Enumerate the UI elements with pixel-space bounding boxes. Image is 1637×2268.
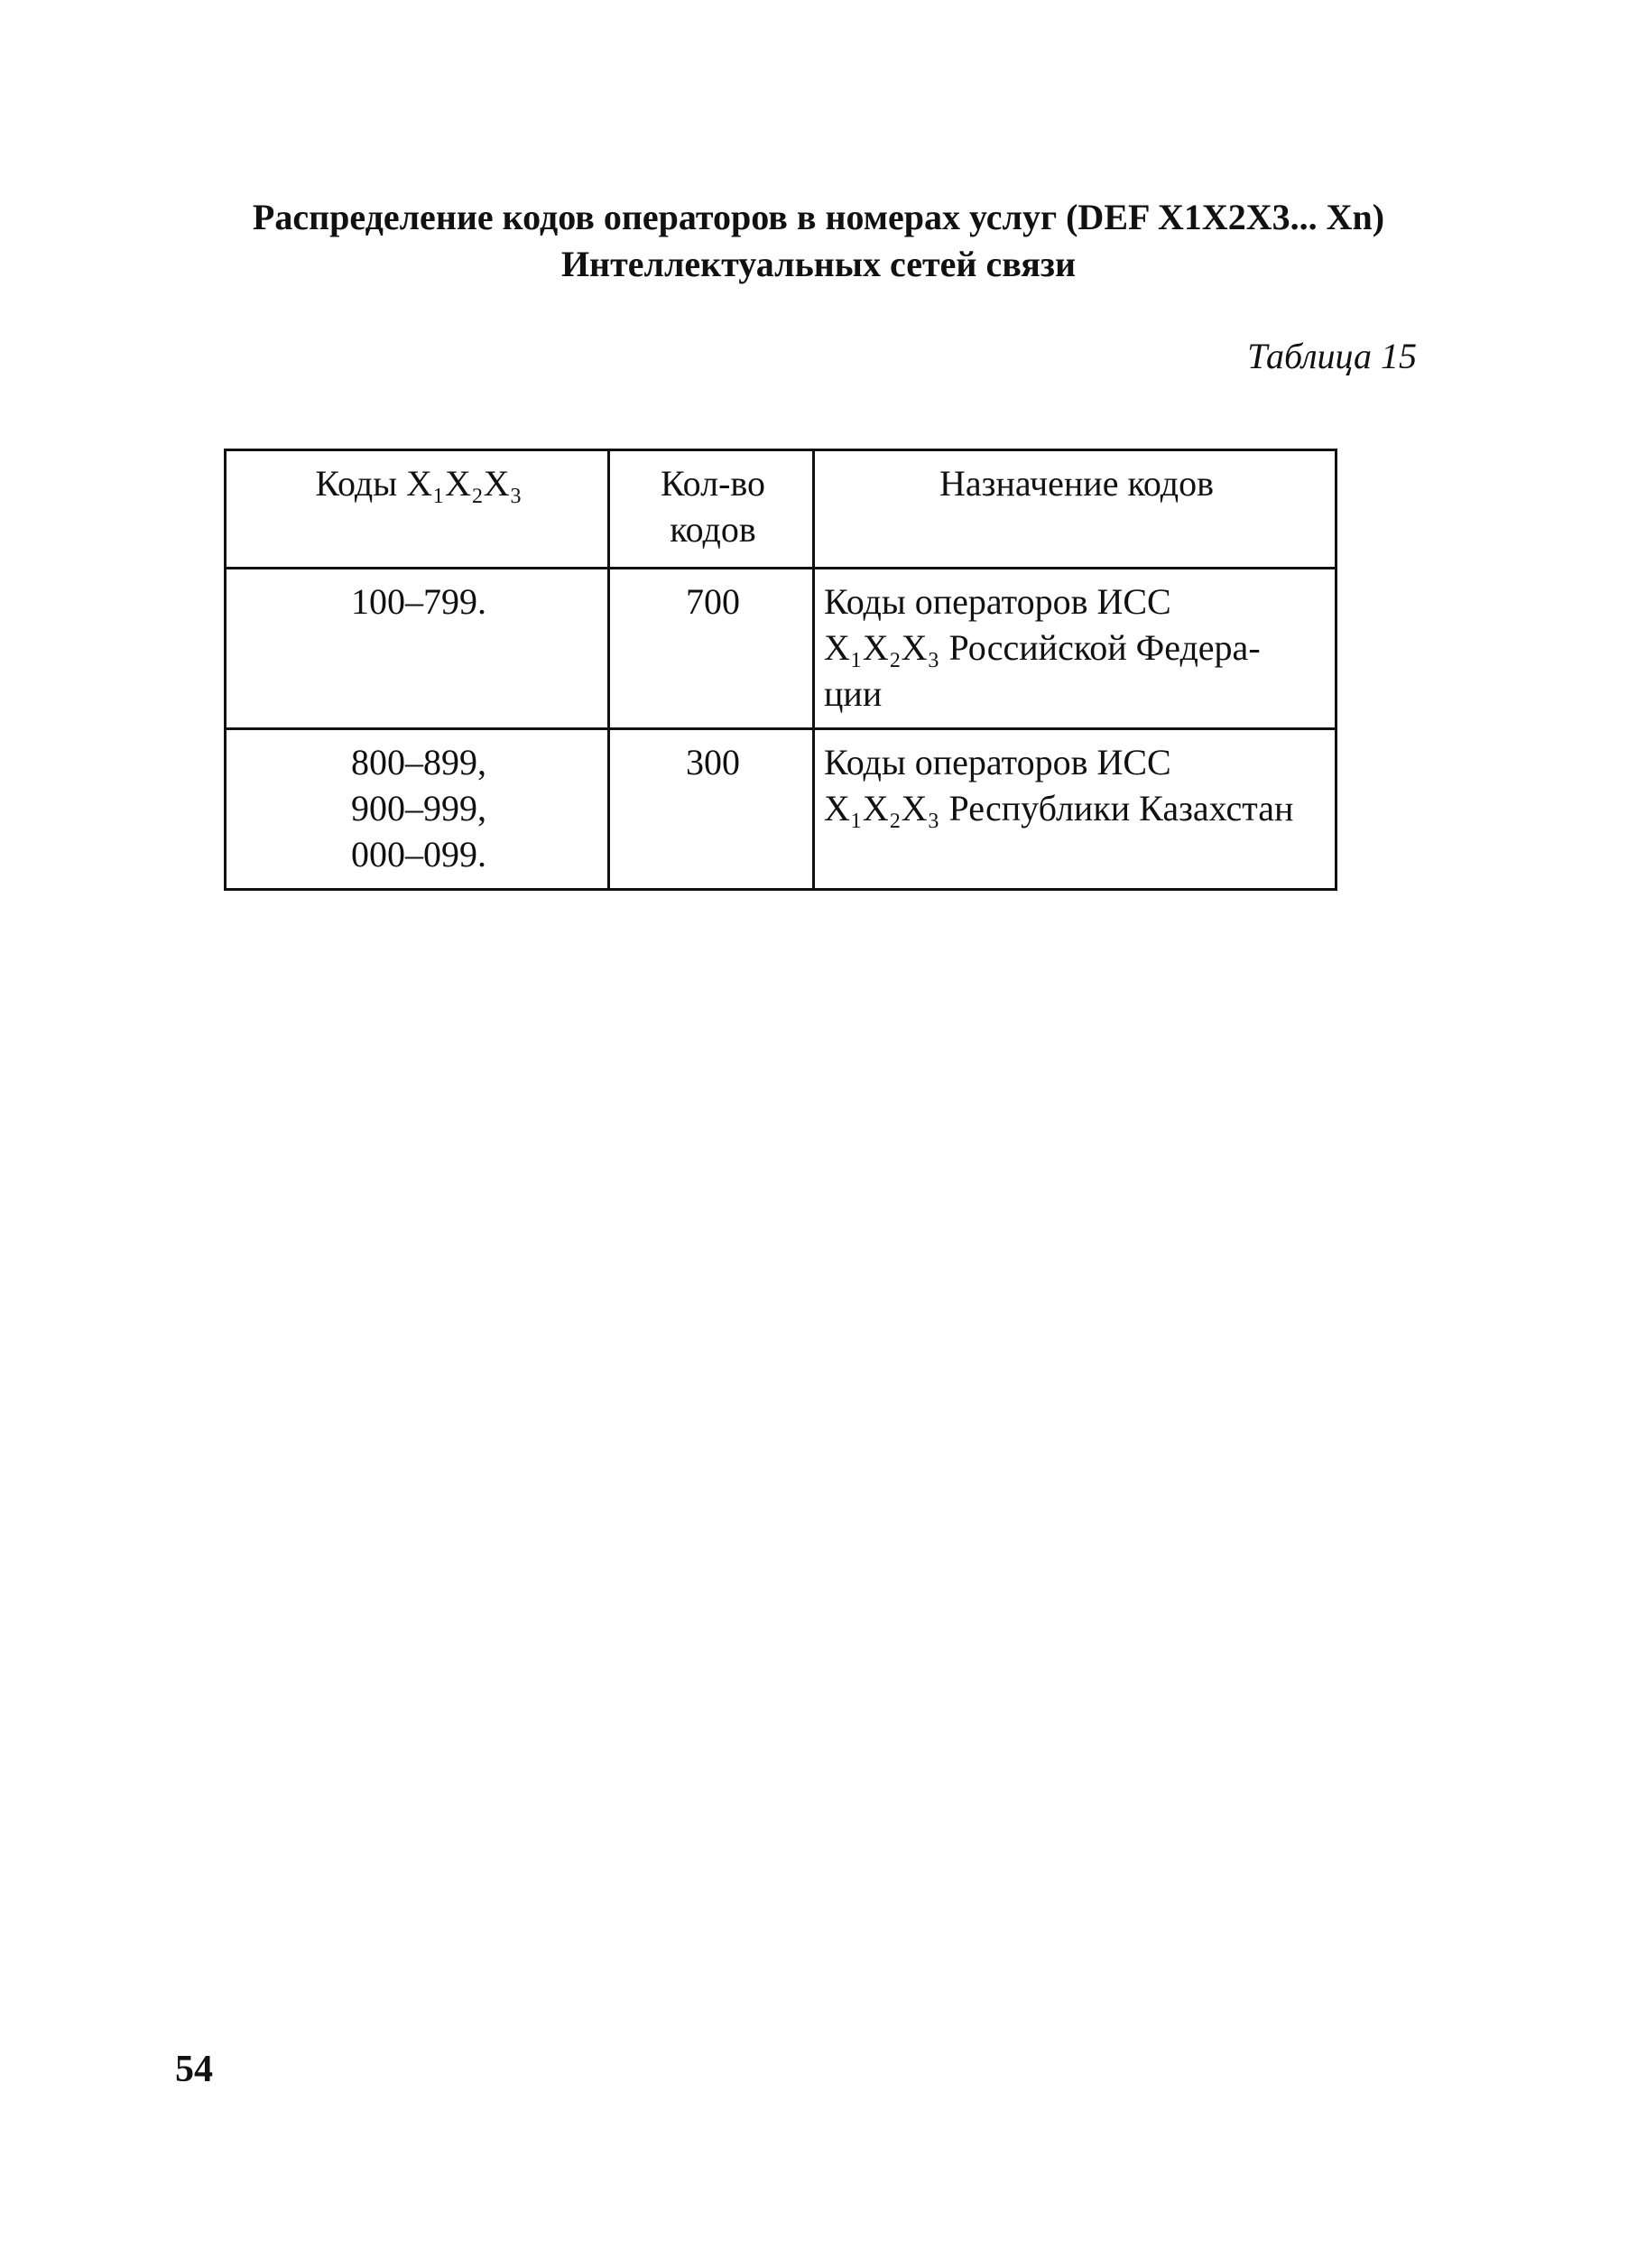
codes-line: 800–899, <box>351 742 486 782</box>
header-purpose: Назначение кодов <box>814 450 1336 569</box>
purpose-line: Коды операторов ИСС <box>824 581 1171 622</box>
table-header-row <box>226 450 1336 569</box>
cell-purpose <box>814 569 1336 729</box>
codes-line: 000–099. <box>351 834 486 875</box>
codes-line: 900–999, <box>351 788 486 829</box>
cell-codes <box>226 569 609 729</box>
document-title-line-2: Интеллектуальных сетей связи <box>560 244 1077 284</box>
header-count <box>609 450 814 569</box>
page-number: 54 <box>175 2049 213 2090</box>
codes-table <box>224 449 1337 891</box>
cell-purpose <box>814 729 1336 890</box>
purpose-line: X₁X₂X₃ Республики Казахстан <box>824 788 1294 829</box>
header-count-line-1: Кол-во <box>660 463 766 504</box>
header-codes: Коды X₁X₂X₃ <box>226 450 609 569</box>
purpose-line: X₁X₂X₃ Российской Федера- <box>824 627 1261 668</box>
header-count-line-2: кодов <box>670 509 756 550</box>
table-row <box>226 569 1336 729</box>
cell-count: 300 <box>609 729 814 890</box>
codes-line: 100–799. <box>351 581 486 622</box>
table-label: Таблица 15 <box>1247 336 1417 376</box>
purpose-line: ции <box>824 673 883 714</box>
cell-codes <box>226 729 609 890</box>
table-row <box>226 729 1336 890</box>
document-title-line-1: Распределение кодов операторов в номерах услуг (DEF X1X2X3... Xn) <box>252 197 1385 237</box>
cell-count: 700 <box>609 569 814 729</box>
purpose-line: Коды операторов ИСС <box>824 742 1171 782</box>
